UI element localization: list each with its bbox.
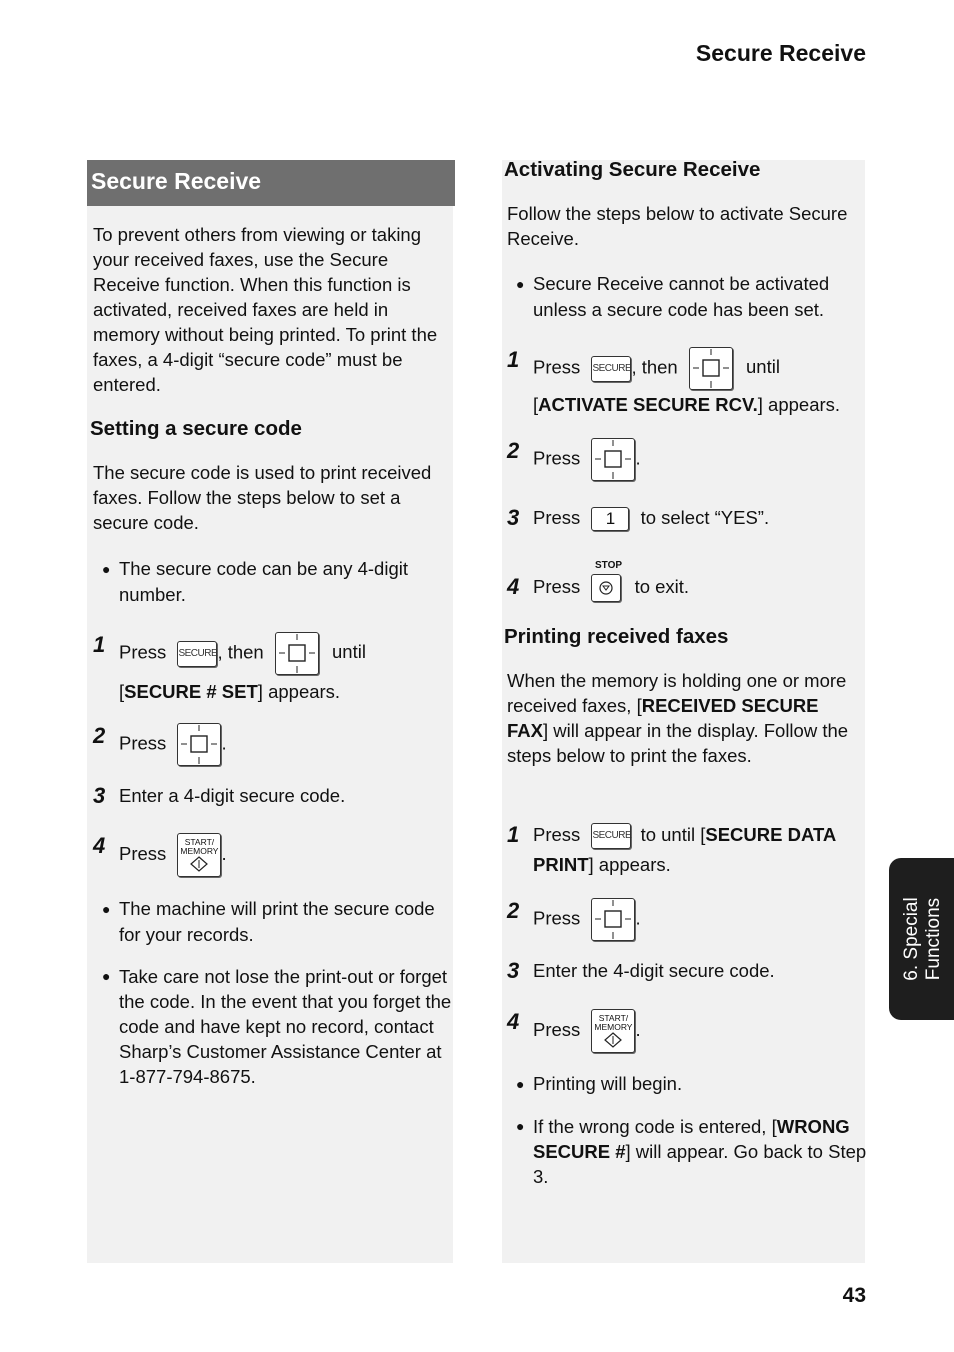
step-number: 1 bbox=[507, 822, 520, 847]
activate-step-4 bbox=[507, 574, 883, 602]
bullet-text: Secure Receive cannot be activated unless a secure code has been set. bbox=[533, 273, 830, 320]
chapter-tab[interactable] bbox=[889, 858, 954, 1020]
left-column bbox=[87, 160, 453, 1263]
step-text: Press bbox=[533, 1018, 581, 1040]
step-text: Press bbox=[119, 842, 167, 864]
bullet-item bbox=[93, 964, 459, 1089]
step-text: to until [ bbox=[640, 824, 706, 845]
setting-heading: Setting a secure code bbox=[90, 417, 302, 440]
right-column bbox=[502, 160, 865, 1263]
step-number: 3 bbox=[93, 783, 106, 808]
bullet-item bbox=[507, 1114, 883, 1189]
step-text: . bbox=[221, 732, 227, 754]
bullet-item bbox=[93, 556, 459, 608]
step-text: to exit. bbox=[634, 576, 690, 597]
step-text: Press bbox=[533, 356, 581, 378]
key-label: MEMORY bbox=[594, 1022, 633, 1032]
step-text: Press bbox=[533, 824, 581, 845]
step-text: Enter the 4-digit secure code. bbox=[533, 960, 775, 981]
step-text: Press bbox=[533, 907, 581, 929]
step-number: 2 bbox=[93, 723, 106, 748]
nav-key-icon bbox=[591, 438, 635, 481]
display-message: SECURE DATA PRINT bbox=[533, 824, 836, 875]
step-number: 4 bbox=[507, 574, 520, 599]
step-number: 3 bbox=[507, 505, 520, 530]
para-text: When the memory is holding one or more received faxes, [ bbox=[507, 670, 847, 716]
page-header-title: Secure Receive bbox=[695, 40, 866, 66]
bullet-text: The secure code can be any 4-digit number. bbox=[119, 558, 408, 605]
step-text: [ bbox=[533, 394, 539, 415]
step-text: . bbox=[635, 1018, 641, 1040]
print-step-3 bbox=[507, 958, 883, 984]
step-number: 4 bbox=[93, 833, 106, 858]
secure-key-icon: SECURE bbox=[177, 641, 217, 667]
bullet-icon: ● bbox=[516, 1118, 525, 1134]
key-label: START/ bbox=[184, 837, 215, 847]
section-banner: Secure Receive bbox=[87, 160, 455, 206]
bullet-text: Take care not lose the print-out or forget the code. In the event that you forget the code and have kept no record, contact Sharp’s Customer Assistance Center at 1-877-794-8675. bbox=[119, 966, 452, 1087]
nav-key-icon bbox=[177, 723, 221, 766]
nav-key-icon bbox=[275, 632, 319, 675]
step-1 bbox=[93, 632, 469, 705]
bullet-icon: ● bbox=[102, 968, 111, 984]
step-text: Press bbox=[533, 576, 581, 597]
nav-key-icon bbox=[591, 898, 635, 941]
step-text: . bbox=[635, 907, 641, 929]
key-label: MEMORY bbox=[180, 846, 219, 856]
nav-key-icon bbox=[689, 347, 733, 390]
number-one-key-icon: 1 bbox=[591, 507, 629, 531]
bullet-text: The machine will print the secure code for your records. bbox=[119, 898, 435, 945]
step-text: ] appears. bbox=[257, 681, 341, 702]
step-number: 4 bbox=[507, 1009, 520, 1034]
secure-key-icon: SECURE bbox=[591, 823, 631, 849]
step-text: ] appears. bbox=[757, 394, 841, 415]
print-step-4 bbox=[507, 1009, 883, 1053]
stop-key-label: STOP bbox=[595, 560, 623, 571]
page-number: 43 bbox=[842, 1284, 866, 1307]
activating-intro: Follow the steps below to activate Secure Receive. bbox=[507, 203, 848, 249]
step-text: . bbox=[635, 447, 641, 469]
step-text: ] appears. bbox=[588, 854, 671, 875]
step-text: Enter a 4-digit secure code. bbox=[119, 785, 346, 806]
start-memory-key-icon bbox=[591, 1009, 635, 1053]
step-text: [ bbox=[119, 681, 125, 702]
step-2 bbox=[93, 723, 469, 766]
tab-line: Functions bbox=[923, 897, 944, 981]
bullet-item bbox=[507, 1071, 883, 1097]
step-text: until bbox=[332, 641, 366, 663]
bullet-icon: ● bbox=[516, 1076, 525, 1092]
activate-step-1 bbox=[507, 347, 889, 418]
step-text: Press bbox=[119, 732, 167, 754]
tab-line: 6. Special bbox=[901, 897, 922, 981]
printing-intro bbox=[507, 668, 862, 768]
step-3 bbox=[93, 783, 469, 809]
bullet-item bbox=[507, 271, 883, 323]
stop-key-icon bbox=[591, 574, 621, 602]
setting-intro: The secure code is used to print received faxes. Follow the steps below to set a secure code. bbox=[93, 462, 432, 533]
step-text: , then bbox=[631, 356, 678, 378]
bullet-text: If the wrong code is entered, [ bbox=[533, 1116, 777, 1137]
step-text: , then bbox=[217, 641, 264, 663]
activate-step-2 bbox=[507, 438, 883, 481]
step-number: 2 bbox=[507, 438, 520, 463]
step-text: Press bbox=[533, 507, 581, 528]
step-text: . bbox=[221, 842, 227, 864]
step-text: until bbox=[746, 356, 780, 378]
printing-heading: Printing received faxes bbox=[504, 625, 729, 648]
key-label: START/ bbox=[598, 1013, 629, 1023]
display-message: WRONG SECURE # bbox=[533, 1116, 850, 1162]
bullet-item bbox=[93, 896, 459, 948]
bullet-icon: ● bbox=[516, 276, 525, 292]
intro-paragraph: To prevent others from viewing or taking your received faxes, use the Secure Receive function. When this function is activated, received faxes are held in memory without being printed. To print the faxes, a 4-digit “secure code” must be entered. bbox=[93, 224, 438, 395]
step-number: 1 bbox=[93, 632, 106, 657]
print-step-1 bbox=[507, 820, 889, 880]
step-text: Press bbox=[119, 641, 167, 663]
step-number: 2 bbox=[507, 898, 520, 923]
activate-step-3 bbox=[507, 505, 883, 531]
step-text: Press bbox=[533, 447, 581, 469]
start-memory-key-icon bbox=[177, 833, 221, 877]
display-message: RECEIVED SECURE FAX bbox=[507, 695, 819, 741]
bullet-icon: ● bbox=[102, 901, 111, 917]
step-number: 1 bbox=[507, 347, 520, 372]
bullet-text: ] will appear. Go back to Step 3. bbox=[533, 1141, 867, 1187]
activating-heading: Activating Secure Receive bbox=[504, 158, 761, 181]
display-message: SECURE # SET bbox=[124, 681, 258, 702]
secure-key-icon: SECURE bbox=[591, 356, 631, 382]
para-text: ] will appear in the display. Follow the steps below to print the faxes. bbox=[507, 720, 849, 766]
step-4 bbox=[93, 833, 469, 877]
bullet-icon: ● bbox=[102, 561, 111, 577]
print-step-2 bbox=[507, 898, 883, 941]
step-number: 3 bbox=[507, 958, 520, 983]
display-message: ACTIVATE SECURE RCV. bbox=[538, 394, 758, 415]
bullet-text: Printing will begin. bbox=[533, 1073, 683, 1094]
chapter-tab-label bbox=[889, 858, 954, 1020]
step-text: to select “YES”. bbox=[640, 507, 770, 528]
